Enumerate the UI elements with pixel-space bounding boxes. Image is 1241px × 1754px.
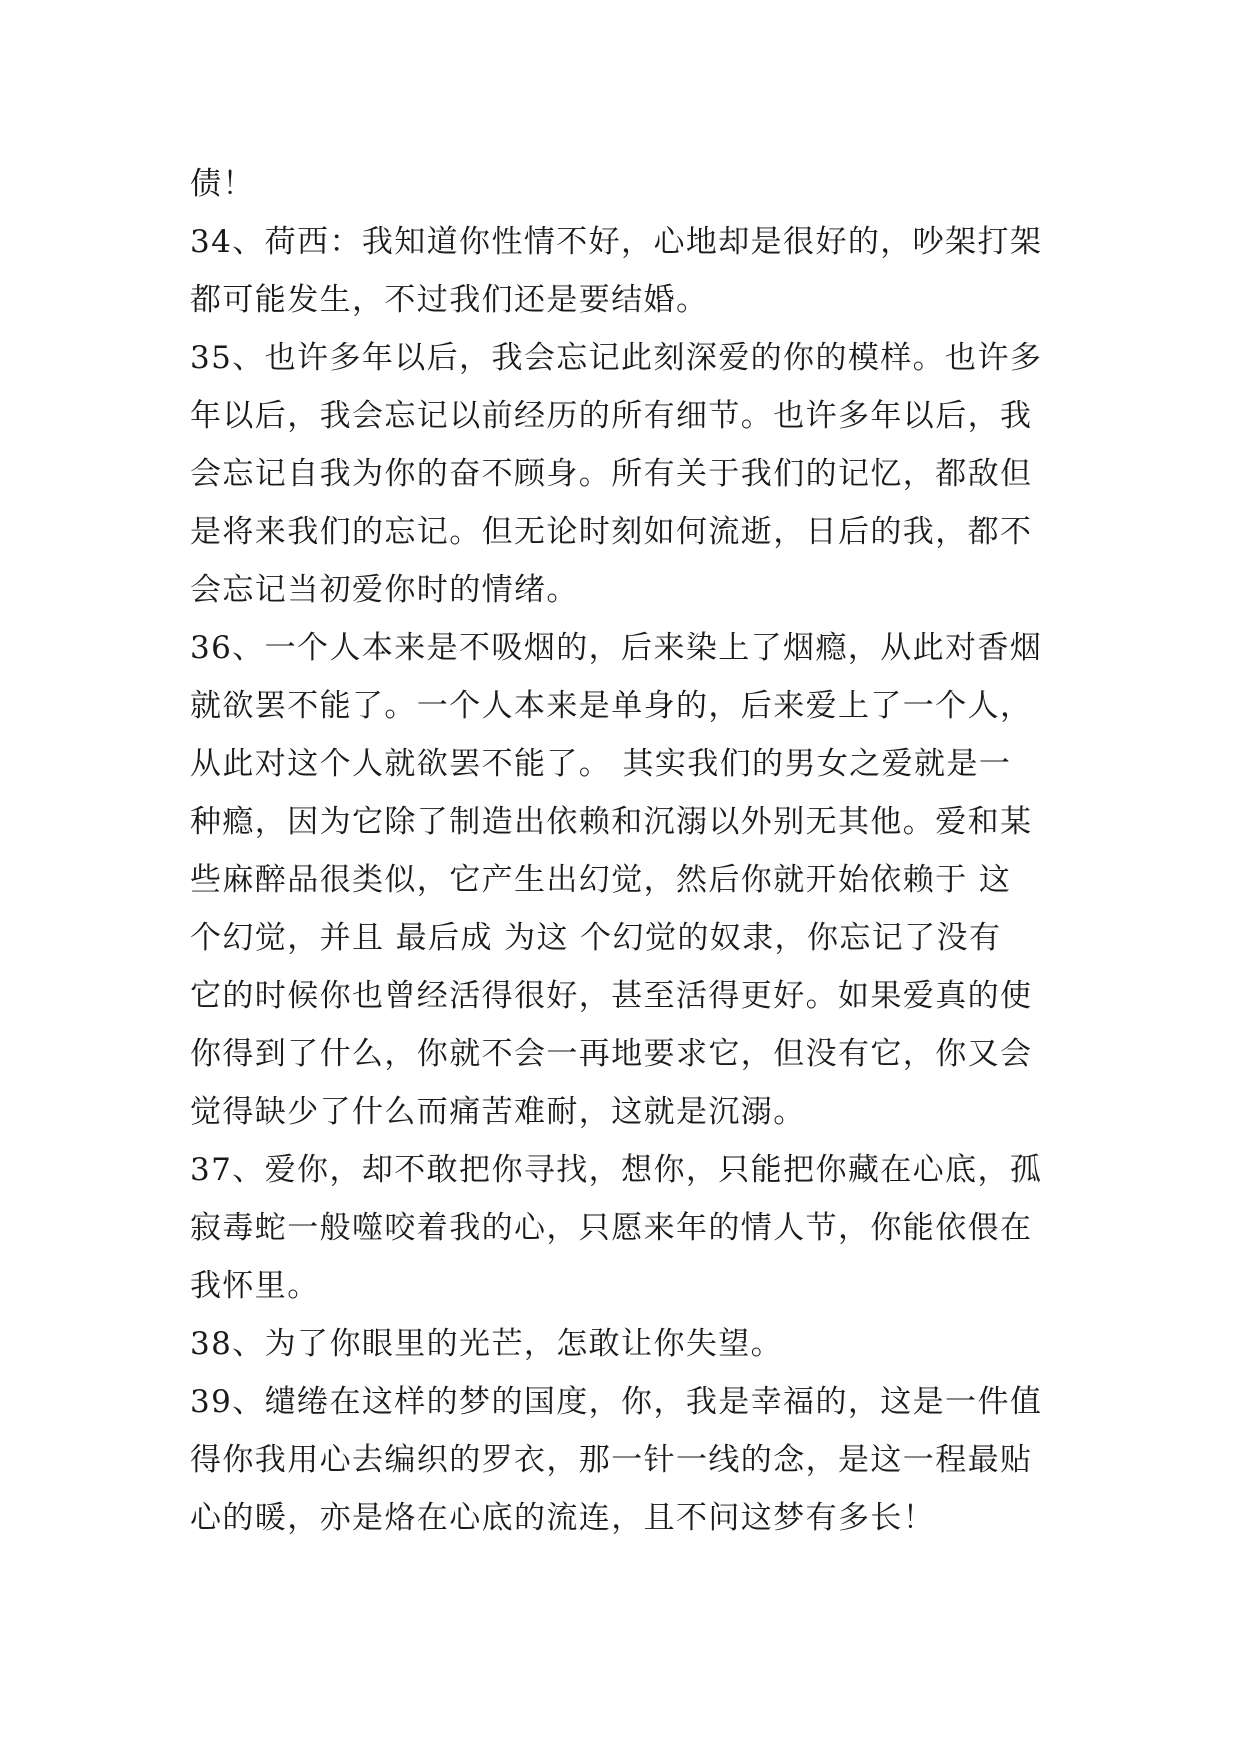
- text-line: 36、一个人本来是不吸烟的，后来染上了烟瘾，从此对香烟: [190, 630, 1043, 666]
- text-line: 些麻醉品很类似，它产生出幻觉，然后你就开始依赖于 这: [190, 862, 1012, 898]
- text-line: 种瘾，因为它除了制造出依赖和沉溺以外别无其他。爱和某: [190, 804, 1033, 840]
- text-line: 寂毒蛇一般噬咬着我的心，只愿来年的情人节，你能依偎在: [190, 1210, 1033, 1246]
- text-line: 35、也许多年以后，我会忘记此刻深爱的你的模样。也许多: [190, 340, 1043, 376]
- text-line: 39、缱绻在这样的梦的国度，你，我是幸福的，这是一件值: [190, 1384, 1043, 1420]
- text-line: 37、爱你，却不敢把你寻找，想你，只能把你藏在心底，孤: [190, 1152, 1043, 1188]
- text-line: 我怀里。: [190, 1268, 320, 1304]
- text-line: 会忘记当初爱你时的情绪。: [190, 572, 579, 608]
- text-line: 从此对这个人就欲罢不能了。 其实我们的男女之爱就是一: [190, 746, 1012, 782]
- text-line: 就欲罢不能了。一个人本来是单身的，后来爱上了一个人，: [190, 688, 1033, 724]
- text-line: 它的时候你也曾经活得很好，甚至活得更好。如果爱真的使: [190, 978, 1033, 1014]
- text-line: 34、荷西：我知道你性情不好，心地却是很好的，吵架打架: [190, 224, 1043, 260]
- text-line: 觉得缺少了什么而痛苦难耐，这就是沉溺。: [190, 1094, 806, 1130]
- document-body: [190, 155, 1070, 1547]
- text-line: 心的暖，亦是烙在心底的流连，且不问这梦有多长！: [190, 1500, 936, 1536]
- text-line: 你得到了什么，你就不会一再地要求它，但没有它，你又会: [190, 1036, 1033, 1072]
- text-line: 都可能发生，不过我们还是要结婚。: [190, 282, 709, 318]
- text-line: 年以后，我会忘记以前经历的所有细节。也许多年以后，我: [190, 398, 1033, 434]
- text-line: 会忘记自我为你的奋不顾身。所有关于我们的记忆，都敌但: [190, 456, 1033, 492]
- text-line: 债！: [190, 166, 255, 202]
- text-line: 38、为了你眼里的光芒，怎敢让你失望。: [190, 1326, 784, 1362]
- text-line: 是将来我们的忘记。但无论时刻如何流逝，日后的我，都不: [190, 514, 1033, 550]
- text-line: 得你我用心去编织的罗衣，那一针一线的念，是这一程最贴: [190, 1442, 1033, 1478]
- text-line: 个幻觉，并且 最后成 为这 个幻觉的奴隶，你忘记了没有: [190, 920, 1002, 956]
